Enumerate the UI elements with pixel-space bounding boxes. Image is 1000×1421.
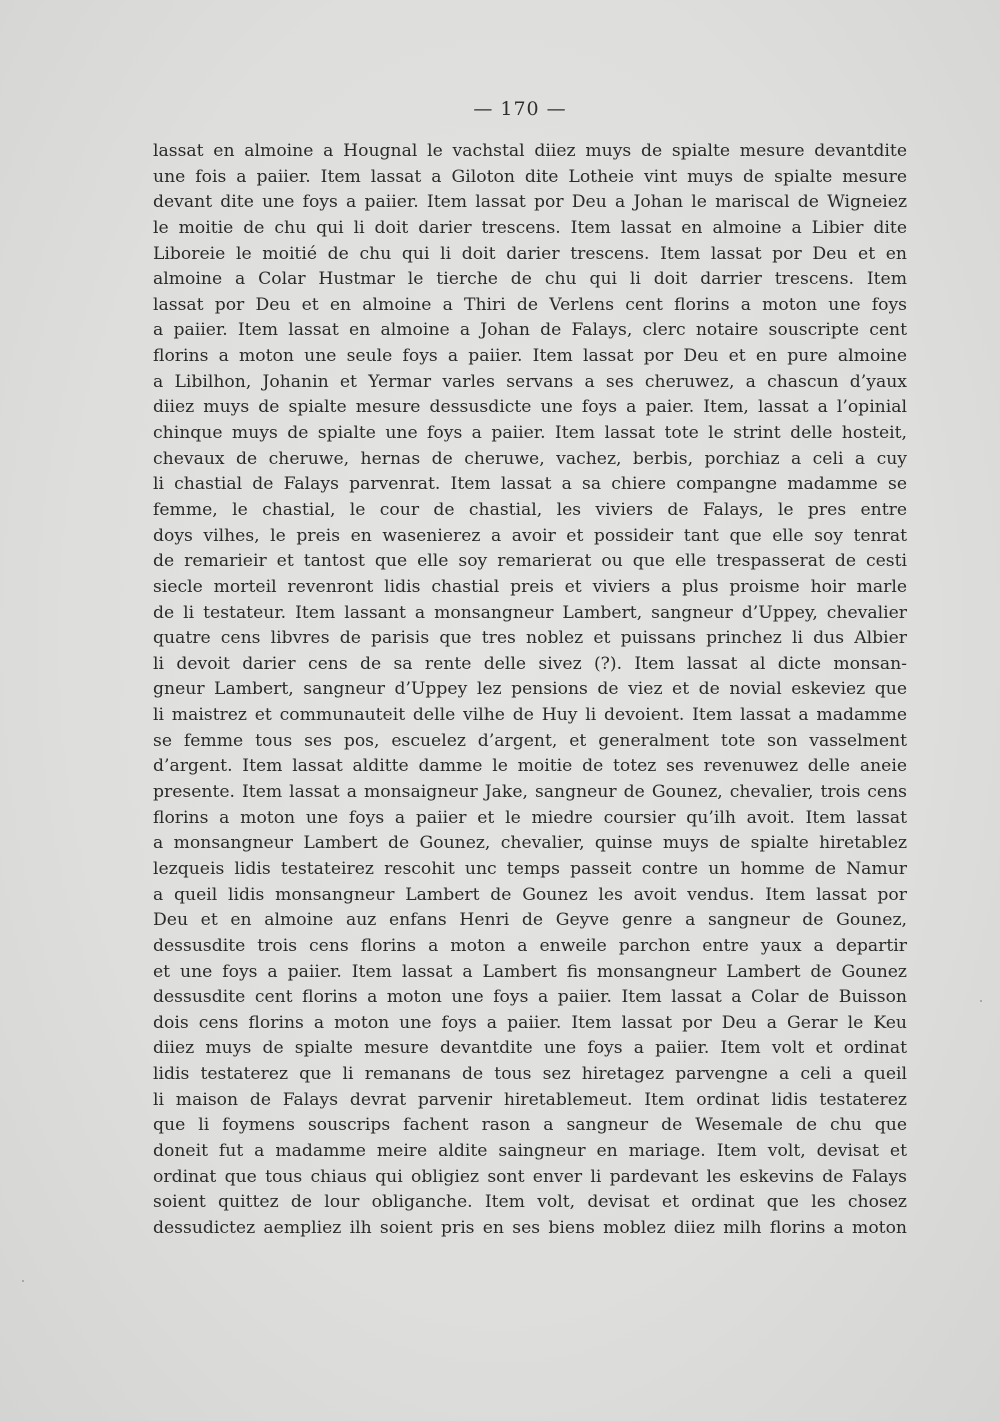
text-line: lassat por Deu et en almoine a Thiri de Verlens cent florins a moton une foys bbox=[153, 294, 907, 315]
text-line: li devoit darier cens de sa rente delle sivez (?). Item lassat al dicte monsan- bbox=[153, 653, 907, 674]
text-line: li maison de Falays devrat parvenir hiretablemeut. Item ordinat lidis testaterez bbox=[153, 1089, 907, 1110]
text-line: almoine a Colar Hustmar le tierche de chu qui li doit darrier trescens. Item bbox=[153, 269, 907, 290]
text-line: dessudictez aempliez ilh soient pris en ses biens moblez diiez milh florins a moton bbox=[153, 1217, 907, 1238]
text-line: soient quittez de lour obliganche. Item volt, devisat et ordinat que les chosez bbox=[153, 1192, 907, 1213]
text-line: a monsangneur Lambert de Gounez, chevalier, quinse muys de spialte hiretablez bbox=[153, 833, 907, 854]
text-line: diiez muys de spialte mesure devantdite une foys a paiier. Item volt et ordinat bbox=[153, 1038, 907, 1059]
page-number: — 170 — bbox=[473, 98, 567, 120]
text-line: dessusdite trois cens florins a moton a enweile parchon entre yaux a departir bbox=[153, 935, 907, 956]
text-line: femme, le chastial, le cour de chastial, les viviers de Falays, le pres entre bbox=[153, 499, 907, 520]
text-line: li chastial de Falays parvenrat. Item lassat a sa chiere compangne madamme se bbox=[153, 474, 907, 495]
text-line: diiez muys de spialte mesure dessusdicte une foys a paier. Item, lassat a l’opinial bbox=[153, 397, 907, 418]
text-line: florins a moton une foys a paiier et le miedre coursier qu’ilh avoit. Item lassat bbox=[153, 807, 907, 828]
text-line: et une foys a paiier. Item lassat a Lambert fis monsangneur Lambert de Gounez bbox=[153, 961, 907, 982]
text-line: devant dite une foys a paiier. Item lassat por Deu a Johan le mariscal de Wigneiez bbox=[153, 192, 907, 213]
text-line: d’argent. Item lassat alditte damme le moitie de totez ses revenuwez delle aneie bbox=[153, 756, 907, 777]
text-line: une fois a paiier. Item lassat a Giloton dite Lotheie vint muys de spialte mesure bbox=[153, 166, 907, 187]
text-line: a queil lidis monsangneur Lambert de Gounez les avoit vendus. Item lassat por bbox=[153, 884, 907, 905]
text-line: Liboreie le moitié de chu qui li doit darier trescens. Item lassat por Deu et en bbox=[153, 243, 907, 264]
text-line: gneur Lambert, sangneur d’Uppey lez pensions de viez et de novial eskeviez que bbox=[153, 679, 907, 700]
text-line: chevaux de cheruwe, hernas de cheruwe, vachez, berbis, porchiaz a celi a cuy bbox=[153, 448, 907, 469]
text-line: lezqueis lidis testateirez rescohit unc temps passeit contre un homme de Namur bbox=[153, 858, 907, 879]
text-line: de li testateur. Item lassant a monsangneur Lambert, sangneur d’Uppey, chevalier bbox=[153, 602, 907, 623]
text-line: ordinat que tous chiaus qui obligiez sont enver li pardevant les eskevins de Falays bbox=[153, 1166, 907, 1187]
text-line: presente. Item lassat a monsaigneur Jake, sangneur de Gounez, chevalier, trois cens bbox=[153, 782, 907, 803]
text-line: florins a moton une seule foys a paiier. Item lassat por Deu et en pure almoine bbox=[153, 346, 907, 367]
text-line: Deu et en almoine auz enfans Henri de Geyve genre a sangneur de Gounez, bbox=[153, 910, 907, 931]
text-line: lidis testaterez que li remanans de tous sez hiretagez parvengne a celi a queil bbox=[153, 1064, 907, 1085]
text-line: siecle morteil revenront lidis chastial preis et viviers a plus proisme hoir marle bbox=[153, 576, 907, 597]
text-line: doys vilhes, le preis en wasenierez a avoir et possideir tant que elle soy tenrat bbox=[153, 525, 907, 546]
text-line: de remarieir et tantost que elle soy remarierat ou que elle trespasserat de cesti bbox=[153, 551, 907, 572]
paper-speck bbox=[22, 1280, 24, 1282]
text-line: a Libilhon, Johanin et Yermar varles servans a ses cheruwez, a chascun d’yaux bbox=[153, 371, 907, 392]
text-line: dois cens florins a moton une foys a paiier. Item lassat por Deu a Gerar le Keu bbox=[153, 1012, 907, 1033]
text-line: lassat en almoine a Hougnal le vachstal diiez muys de spialte mesure devantdite bbox=[153, 141, 907, 161]
text-line: doneit fut a madamme meire aldite saingneur en mariage. Item volt, devisat et bbox=[153, 1140, 907, 1161]
paper-speck bbox=[980, 1000, 982, 1002]
text-line: le moitie de chu qui li doit darier trescens. Item lassat en almoine a Libier dite bbox=[153, 217, 907, 238]
text-line: a paiier. Item lassat en almoine a Johan de Falays, clerc notaire souscripte cent bbox=[153, 320, 907, 341]
text-line: quatre cens libvres de parisis que tres noblez et puissans princhez li dus Albier bbox=[153, 628, 907, 649]
text-line: se femme tous ses pos, escuelez d’argent, et generalment tote son vasselment bbox=[153, 730, 907, 751]
text-line: li maistrez et communauteit delle vilhe de Huy li devoient. Item lassat a madamme bbox=[153, 705, 907, 726]
text-line: chinque muys de spialte une foys a paiier. Item lassat tote le strint delle hosteit, bbox=[153, 423, 907, 444]
body-text bbox=[153, 139, 907, 1242]
text-line: dessusdite cent florins a moton une foys a paiier. Item lassat a Colar de Buisson bbox=[153, 987, 907, 1008]
text-line: que li foymens souscrips fachent rason a sangneur de Wesemale de chu que bbox=[153, 1115, 907, 1136]
